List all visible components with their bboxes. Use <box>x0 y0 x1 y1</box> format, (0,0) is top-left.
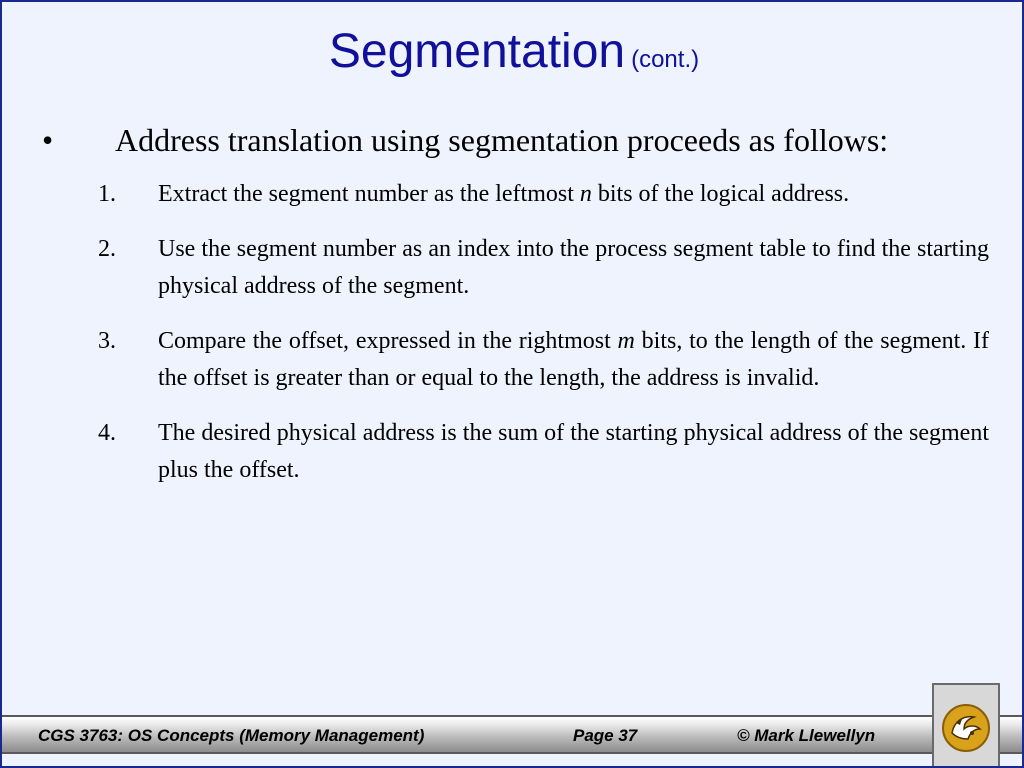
bullet-text: Address translation using segmentation proceeds as follows: <box>115 122 889 158</box>
step-number: 3. <box>98 328 116 354</box>
step-variable: n <box>579 181 592 207</box>
slide-content <box>2 120 1024 507</box>
slide-title <box>2 24 1024 79</box>
step-item <box>98 231 989 305</box>
step-item <box>98 176 989 213</box>
ucf-pegasus-logo-icon <box>938 703 994 753</box>
footer-page-number: Page 37 <box>573 726 638 745</box>
step-text: Compare the offset, expressed in the rightmost <box>158 328 618 354</box>
step-number: 4. <box>98 420 116 446</box>
slide-footer <box>2 700 1024 768</box>
title-subtitle: (cont.) <box>631 46 700 73</box>
step-list <box>2 176 1024 489</box>
step-text: Extract the segment number as the leftmost <box>158 181 580 207</box>
title-main: Segmentation <box>328 25 626 78</box>
footer-course: CGS 3763: OS Concepts (Memory Management) <box>38 726 425 745</box>
step-text: Use the segment number as an index into the process segment table to find the starting physical address of the segment. <box>158 236 989 299</box>
step-text: The desired physical address is the sum of the starting physical address of the segment plus the offset. <box>158 420 989 483</box>
logo-box <box>932 683 1000 768</box>
footer-copyright: © Mark Llewellyn <box>737 726 876 745</box>
bullet-item <box>42 120 989 160</box>
bullet-marker: • <box>42 122 54 158</box>
step-number: 2. <box>98 236 116 262</box>
step-text-rest: bits, to the length of the segment. If the offset is greater than or equal to the length, the address is invalid. <box>158 328 990 391</box>
step-item <box>98 323 990 397</box>
step-number: 1. <box>98 181 116 207</box>
step-item <box>98 415 989 489</box>
step-text-rest: bits of the logical address. <box>591 181 850 207</box>
step-variable: m <box>617 328 635 354</box>
